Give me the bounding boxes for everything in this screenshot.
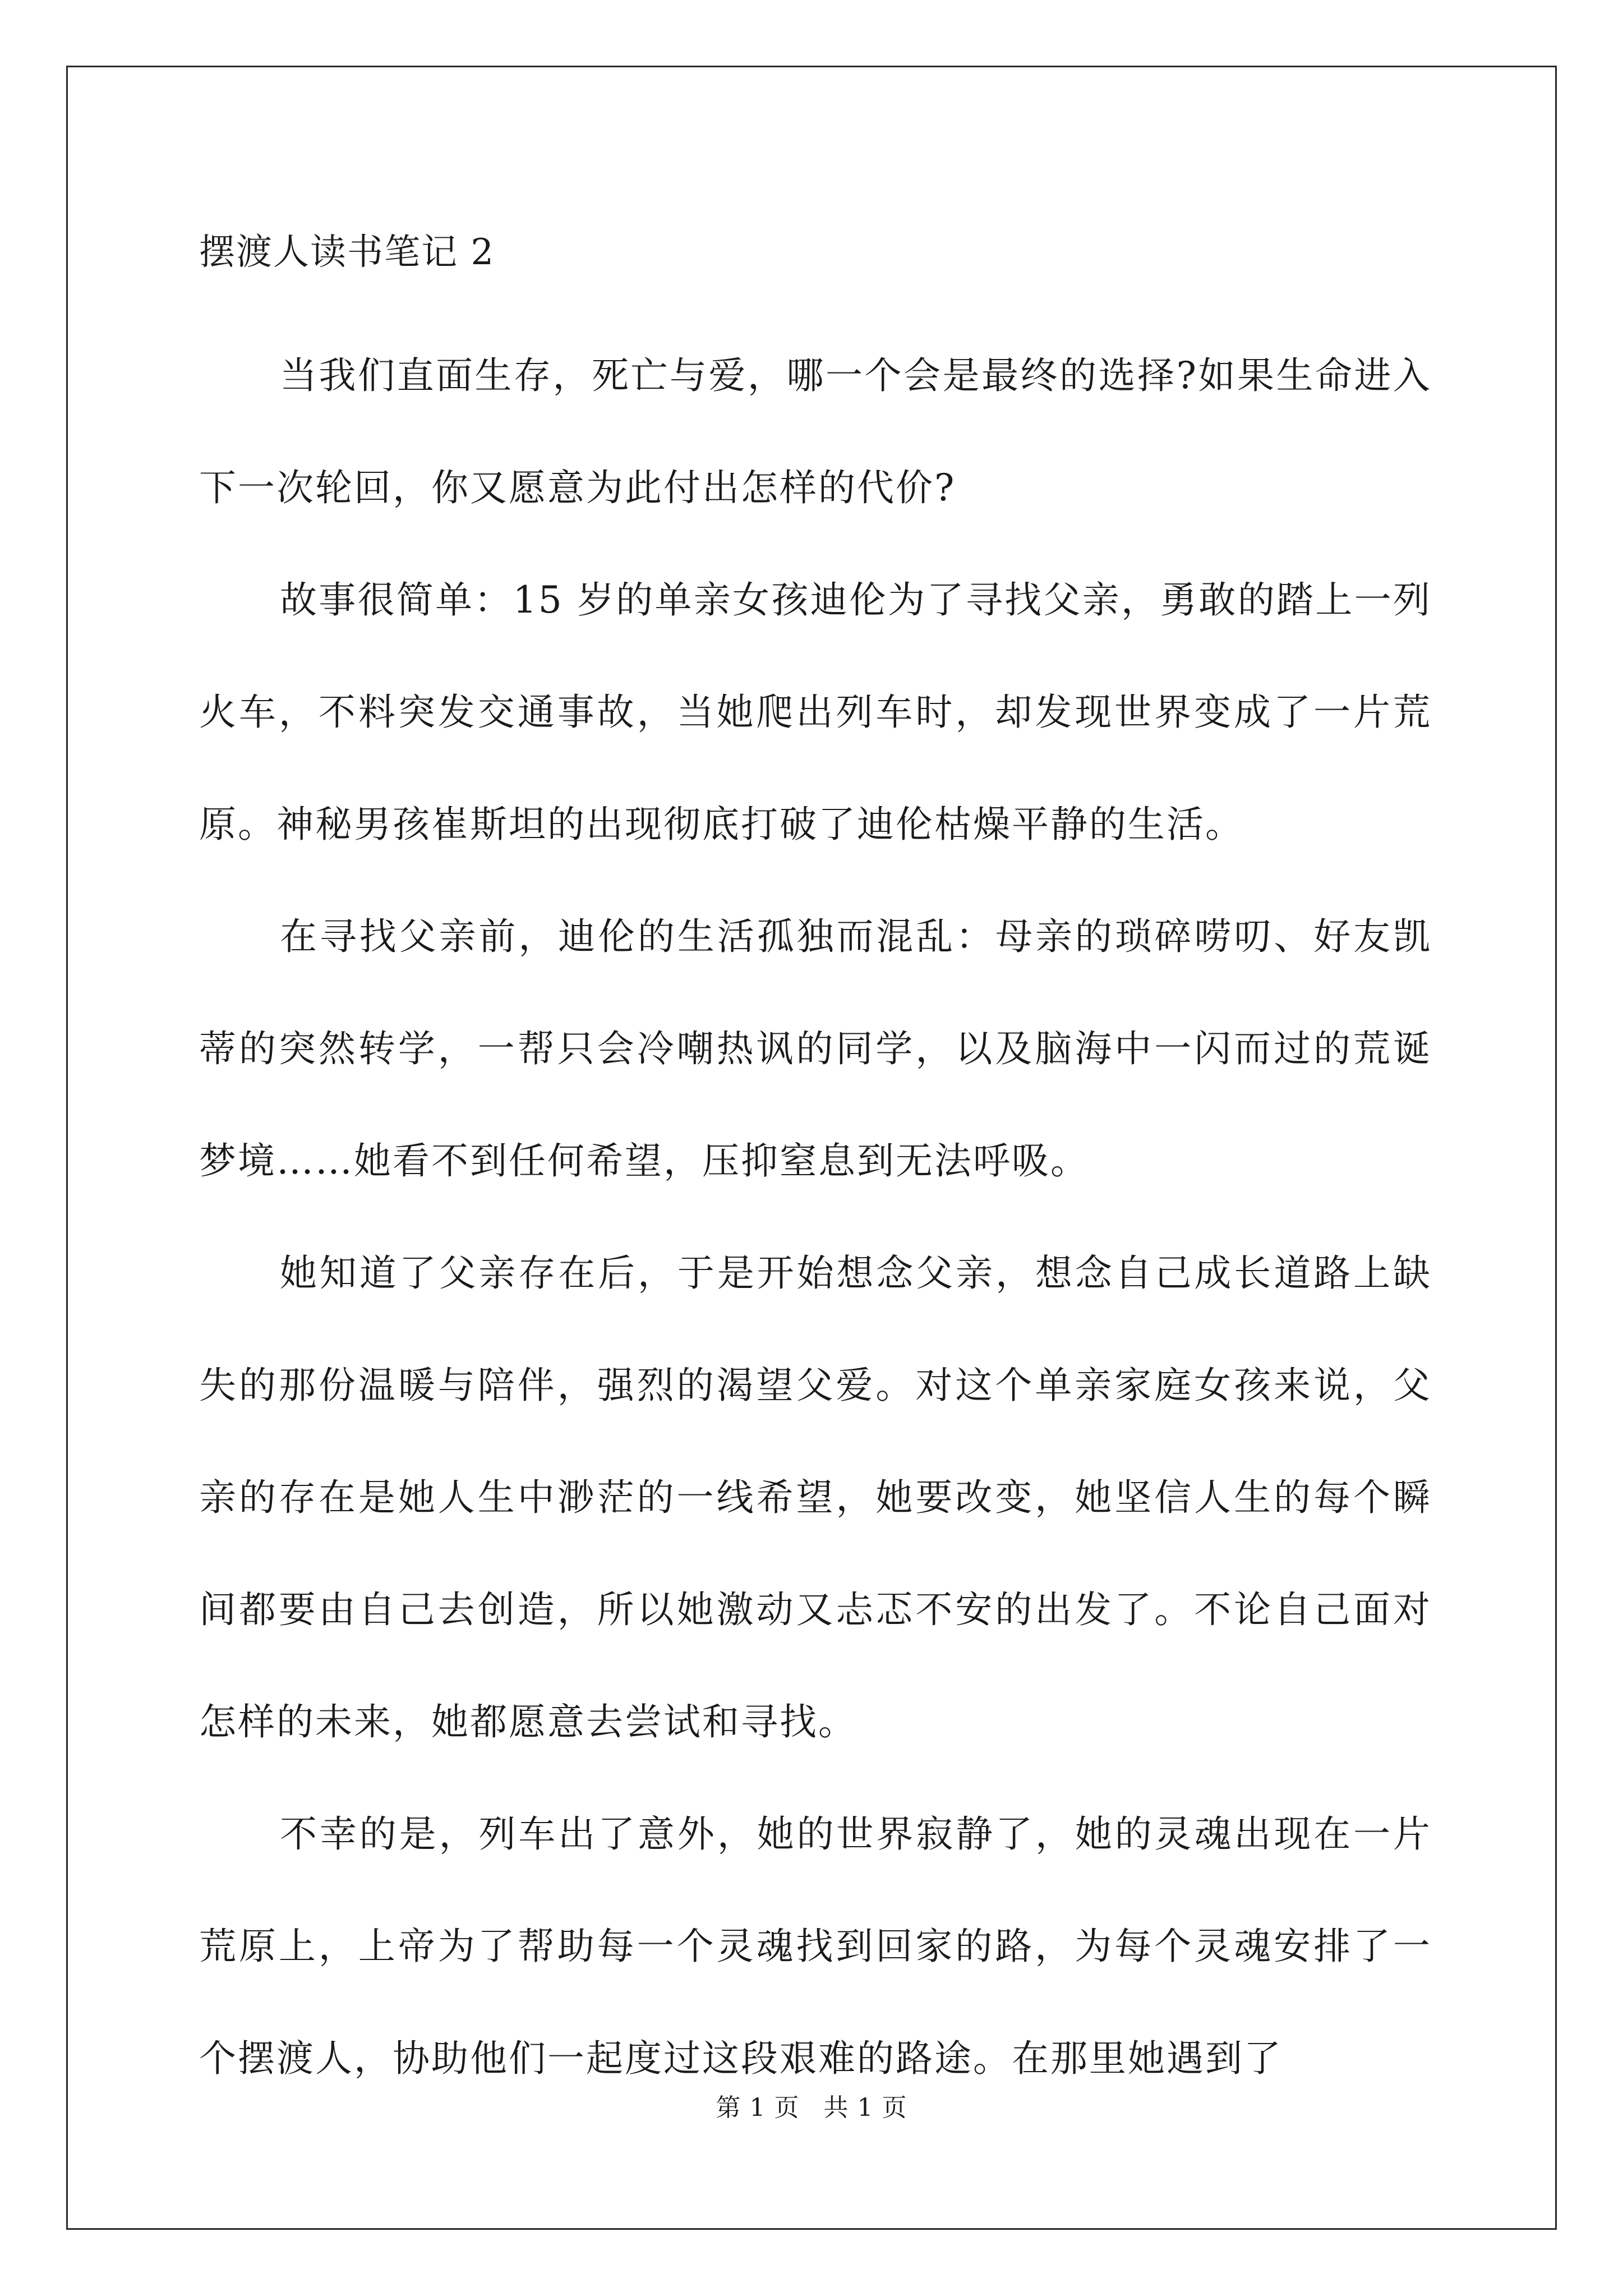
document-body (199, 219, 1432, 2115)
paragraph-text: 不幸的是，列车出了意外，她的世界寂静了，她的灵魂出现在一片荒原上，上帝为了帮助每一个灵魂找到回家的路，为每个灵魂安排了一个摆渡人，协助他们一起度过这段艰难的路途。在那里她遇到了 (199, 1812, 1432, 2080)
page-footer (0, 2091, 1623, 2125)
paragraph-3 (199, 881, 1432, 1217)
paragraph-text: 她知道了父亲存在后，于是开始想念父亲，想念自己成长道路上缺失的那份温暖与陪伴，强烈的渴望父爱。对这个单亲家庭女孩来说，父亲的存在是她人生中渺茫的一线希望，她要改变，她坚信人生的每个瞬间都要由自己去创造，所以她激动又忐忑不安的出发了。不论自己面对怎样的未来，她都愿意去尝试和寻找。 (199, 1251, 1432, 1743)
paragraph-2 (199, 544, 1432, 881)
page-number-total: 共 1 页 (823, 2093, 907, 2122)
document-title: 摆渡人读书笔记 2 (199, 232, 495, 273)
paragraph-text: 当我们直面生存，死亡与爱，哪一个会是最终的选择?如果生命进入下一次轮回，你又愿意为此付出怎样的代价? (199, 354, 1432, 509)
paragraph-text: 在寻找父亲前，迪伦的生活孤独而混乱：母亲的琐碎唠叨、好友凯蒂的突然转学，一帮只会冷嘲热讽的同学，以及脑海中一闪而过的荒诞梦境……她看不到任何希望，压抑窒息到无法呼吸。 (199, 915, 1432, 1182)
paragraph-1 (199, 320, 1432, 544)
paragraph-4 (199, 1217, 1432, 1778)
paragraph-text: 故事很简单：15 岁的单亲女孩迪伦为了寻找父亲，勇敢的踏上一列火车，不料突发交通事故，当她爬出列车时，却发现世界变成了一片荒原。神秘男孩崔斯坦的出现彻底打破了迪伦枯燥平静的生活。 (199, 578, 1432, 846)
page-number-current: 第 1 页 (716, 2093, 800, 2122)
paragraph-5 (199, 1778, 1432, 2115)
